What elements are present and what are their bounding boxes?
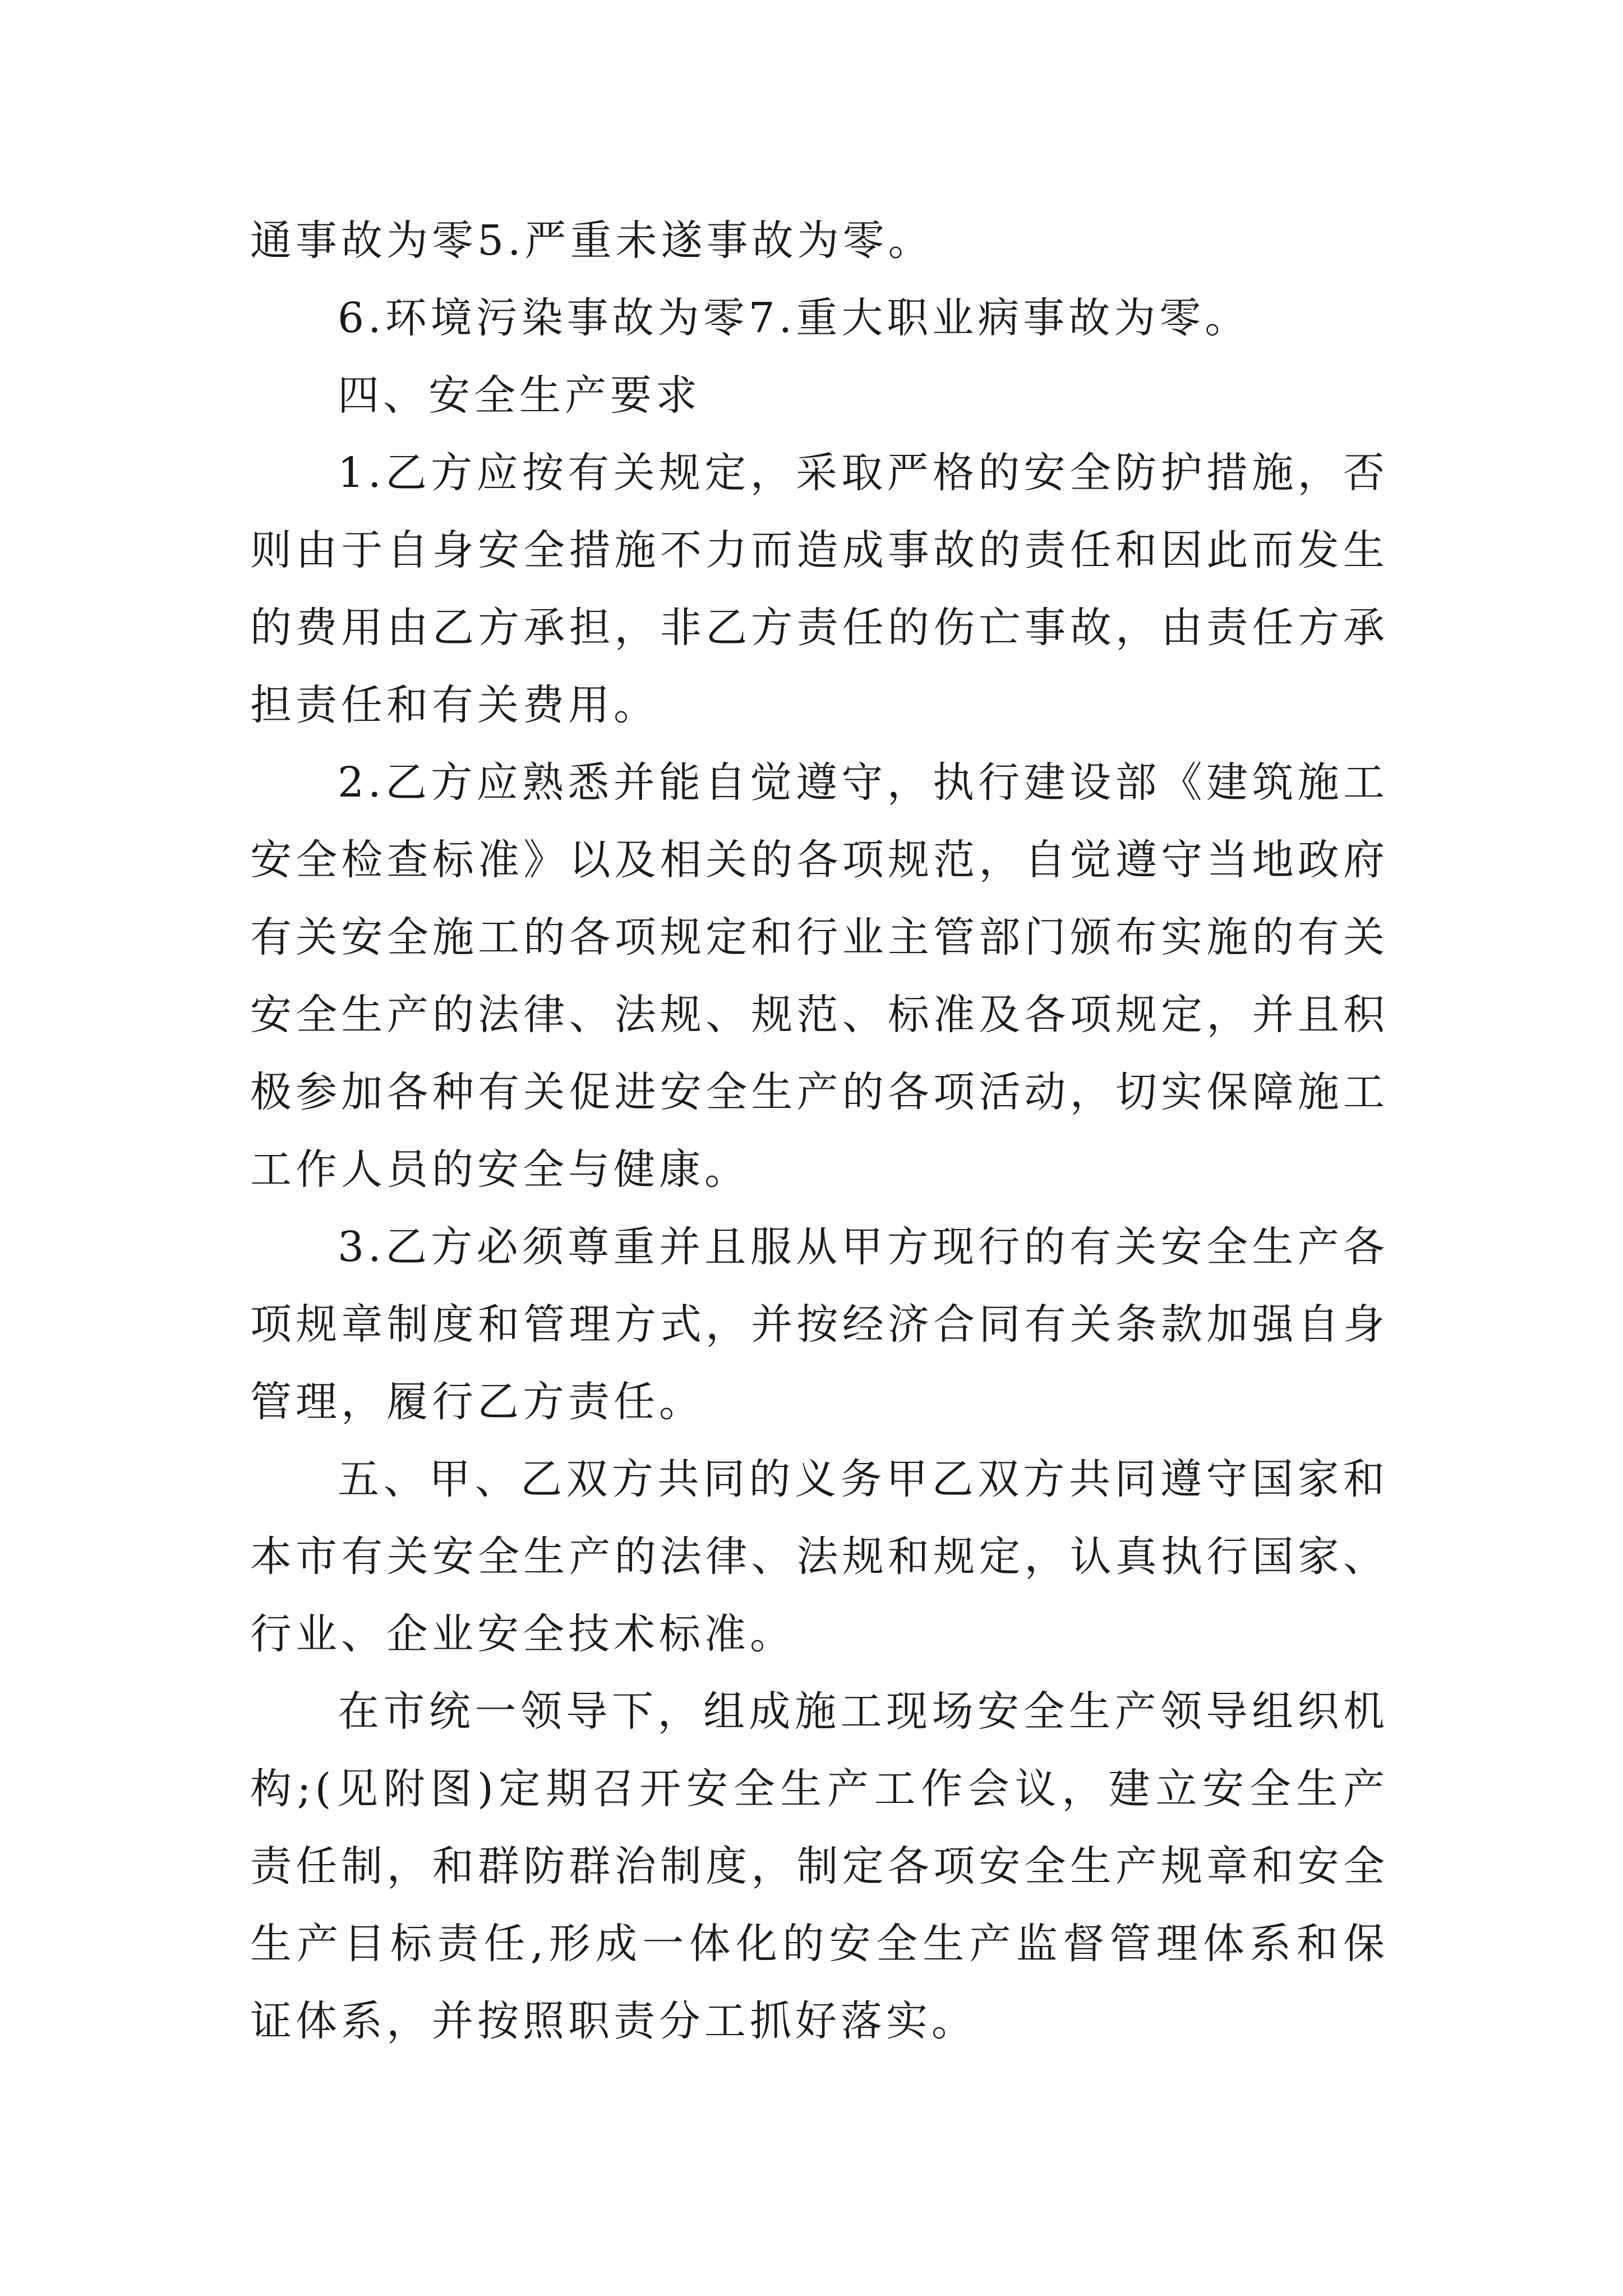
section-heading-4: 四、安全生产要求 bbox=[338, 371, 701, 420]
paragraph-item-3: 3.乙方必须尊重并且服从甲方现行的有关安全生产各项规章制度和管理方式，并按经济合同有关条款加强自身管理，履行乙方责任。 bbox=[250, 1223, 1389, 1426]
section-heading-5: 五、甲、乙双方共同的义务甲乙双方共同遵守国家和本市有关安全生产的法律、法规和规定，认真执行国家、行业、企业安全技术标准。 bbox=[250, 1455, 1389, 1658]
paragraph-item-1: 1.乙方应按有关规定，采取严格的安全防护措施，否则由于自身安全措施不力而造成事故的责任和因此而发生的费用由乙方承担，非乙方责任的伤亡事故，由责任方承担责任和有关费用。 bbox=[250, 449, 1389, 729]
paragraph-2: 6.环境污染事故为零7.重大职业病事故为零。 bbox=[338, 294, 1251, 342]
document-body bbox=[250, 202, 1389, 2060]
paragraph-1: 通事故为零5.严重未遂事故为零。 bbox=[250, 217, 934, 265]
paragraph-organization: 在市统一领导下，组成施工现场安全生产领导组织机构;(见附图)定期召开安全生产工作会议，建立安全生产责任制，和群防群治制度，制定各项安全生产规章和安全生产目标责任,形成一体化的安全生产监督管理体系和保证体系，并按照职责分工抓好落实。 bbox=[250, 1687, 1389, 2045]
paragraph-item-2: 2.乙方应熟悉并能自觉遵守，执行建设部《建筑施工安全检查标准》以及相关的各项规范，自觉遵守当地政府有关安全施工的各项规定和行业主管部门颁布实施的有关安全生产的法律、法规、规范、标准及各项规定，并且积极参加各种有关促进安全生产的各项活动，切实保障施工工作人员的安全与健康。 bbox=[250, 758, 1389, 1194]
